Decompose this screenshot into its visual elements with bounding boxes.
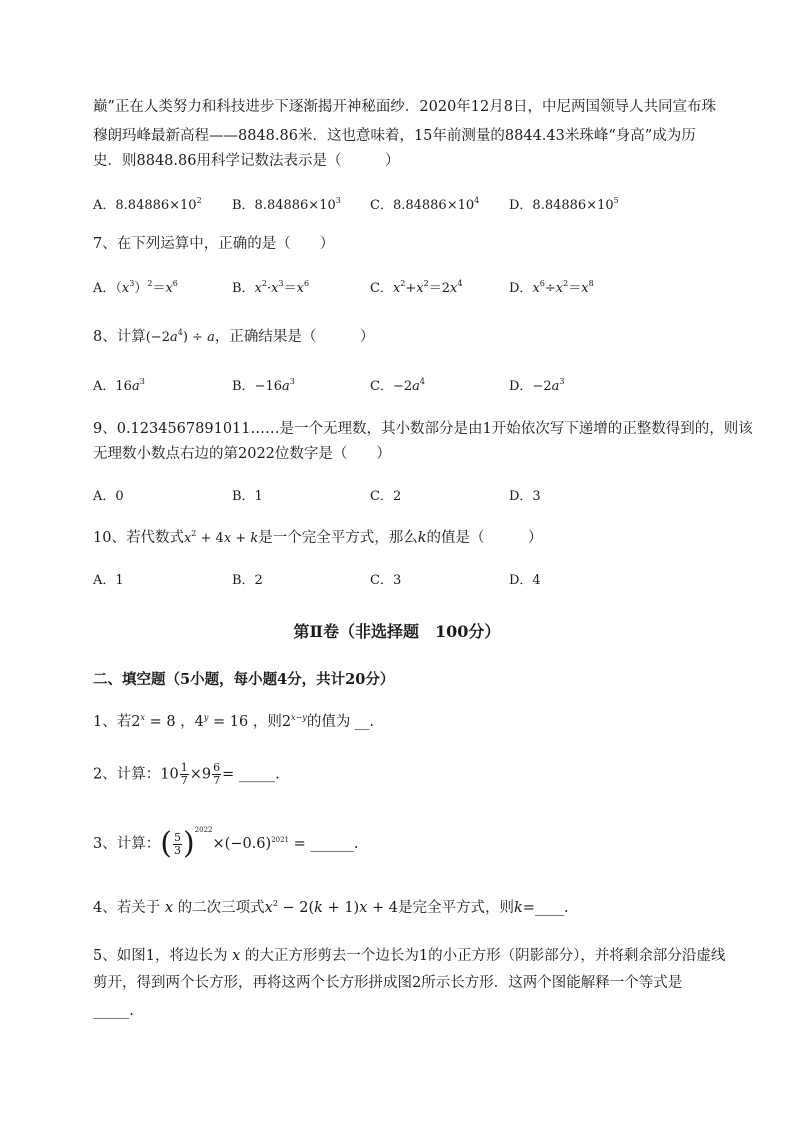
fill-q5-line-2: 剪开，得到两个长方形，再将这两个长方形拼成图2所示长方形．这两个图能解释一个等式是 [93, 975, 683, 991]
q8-option-c: C．$-2a^4$ [370, 377, 425, 394]
q9-line-1: 9、0.1234567891011……是一个无理数，其小数部分是由1开始依次写下递增的正整数得到的，则该 [93, 421, 753, 437]
fill-q5-line-1: 5、如图1，将边长为 x 的大正方形剪去一个边长为1的小正方形（阴影部分），并将剩余部分沿虚线 [93, 948, 726, 964]
q6-line-2: 穆朗玛峰最新高程——8848.86米．这也意味着，15年前测量的8844.43米珠峰“身高”成为历 [93, 128, 696, 144]
q9-option-a: A．0 [93, 489, 124, 504]
fill-q5-line-3: _____. [93, 1003, 134, 1019]
fill-q3: 3、计算：( $\frac{5}{3}$ )$^{2022}\times(-0.6)^{2021}$ = ______. [93, 826, 359, 861]
q6-option-a: A．$8.84886\times 10^2$ [93, 196, 202, 213]
q8-stem: 8、计算$(-2a^4) \div a$，正确结果是（ ） [93, 328, 375, 345]
q6-option-b: B．$8.84886\times 10^3$ [232, 196, 341, 213]
q6-option-c: C．$8.84886\times 10^4$ [370, 196, 480, 213]
fraction-5-3: $\frac{5}{3}$ [173, 830, 181, 857]
q8-option-a: A．$16a^3$ [93, 377, 145, 394]
part2-title: 第Ⅱ卷（非选择题 100分） [293, 622, 501, 641]
q6-line-1: 巅”正在人类努力和科技进步下逐渐揭开神秘面纱．2020年12月8日，中尼两国领导人共同宣布珠 [93, 99, 716, 115]
fill-q4: 4、若关于 x 的二次三项式$x^2 - 2(k + 1)x + 4$是完全平方式，则k=____. [93, 899, 569, 916]
section2-heading: 二、填空题（5小题，每小题4分，共计20分） [93, 671, 395, 688]
q10-option-b: B．2 [232, 573, 263, 588]
q7-stem: 7、在下列运算中，正确的是（ ） [93, 236, 335, 252]
q10-stem: 10、若代数式$x^2 + 4x + k$是一个完全平方式，那么k的值是（ ） [93, 529, 543, 546]
q7-option-b: B．$x^2\cdot x^3=x^6$ [232, 279, 310, 296]
q9-line-2: 无理数小数点右边的第2022位数字是（ ） [93, 446, 391, 462]
q10-option-a: A．1 [93, 573, 124, 588]
fill-q2: 2、计算：10 $\frac{1}{7}$ ×9 $\frac{6}{7}$ = _____. [93, 761, 280, 787]
q9-option-c: C．2 [370, 489, 402, 504]
q10-option-c: C．3 [370, 573, 402, 588]
q7-option-d: D．$x^6\div x^2=x^8$ [509, 279, 594, 296]
q6-line-3: 史．则8848.86用科学记数法表示是（ ） [93, 153, 400, 169]
fill-q1: 1、若$2^x = 8$ ，$4^y = 16$ ，则$2^{x-y}$的值为 __. [93, 713, 375, 730]
q9-option-d: D．3 [509, 489, 541, 504]
q7-option-a: A．$(x^3)^2=x^6$ [93, 279, 178, 296]
q9-option-b: B．1 [232, 489, 263, 504]
q6-option-d: D．$8.84886\times 10^5$ [509, 196, 619, 213]
fraction-6-7: $\frac{6}{7}$ [213, 761, 221, 787]
q7-option-c: C．$x^2+x^2=2x^4$ [370, 279, 463, 296]
q8-option-b: B．$-16a^3$ [232, 377, 295, 394]
q8-option-d: D．$-2a^3$ [509, 377, 565, 394]
fraction-1-7: $\frac{1}{7}$ [180, 761, 188, 787]
q10-option-d: D．4 [509, 573, 541, 588]
